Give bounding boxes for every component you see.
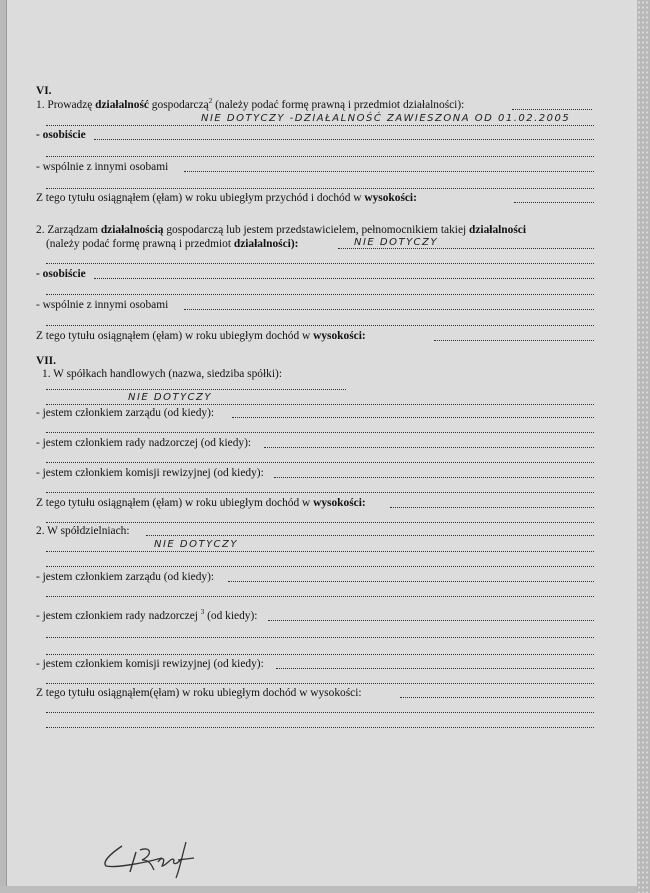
vii-item2-supervisory-field-line[interactable]	[46, 637, 594, 638]
vii-item2-supervisory-field[interactable]	[268, 620, 594, 621]
vii-item2-handwritten: NIE DOTYCZY	[154, 539, 238, 550]
vi-item1-handwritten: NIE DOTYCZY -DZIAŁALNOŚĆ ZAWIESZONA OD 01.02.2005	[201, 113, 571, 124]
vi-item2-joint-label: - wspólnie z innymi osobami	[36, 299, 169, 311]
vii-item2-board-field[interactable]	[228, 581, 594, 582]
vii-item2-income-field-line-2[interactable]	[46, 727, 594, 728]
vi-item2-income: Z tego tytułu osiągnąłem (ęłam) w roku ubiegłym dochód w wysokości:	[36, 330, 366, 342]
vii-item1-board-field-line[interactable]	[46, 432, 594, 433]
vii-item1-supervisory-label: - jestem członkiem rady nadzorczej (od kiedy):	[36, 437, 252, 449]
vi-item1-income: Z tego tytułu osiągnąłem (ęłam) w roku ubiegłym przychód i dochód w wysokości:	[36, 192, 417, 204]
vii-item2-title: 2. W spółdzielniach:	[36, 525, 130, 537]
vi-item2-title: 2. Zarządzam działalnością gospodarczą lub jestem przedstawicielem, pełnomocnikiem takiej działalności	[36, 224, 526, 236]
signature-image	[100, 836, 210, 881]
vi-item1-joint-label: - wspólnie z innymi osobami	[36, 161, 169, 173]
vi-item2-personal-field-line[interactable]	[46, 294, 594, 295]
section-vi-heading: VI.	[36, 85, 52, 97]
vii-item1-income-field-line[interactable]	[46, 522, 594, 523]
vi-item1-joint-field-line[interactable]	[46, 188, 594, 189]
vii-item2-audit-field-line[interactable]	[46, 683, 594, 684]
vi-item2-handwritten: NIE DOTYCZY	[354, 237, 438, 248]
vii-item1-supervisory-field[interactable]	[264, 447, 594, 448]
vi-item1-title: 1. Prowadzę działalność gospodarczą$^2$ (należy podać formę prawną i przedmiot działalności):	[36, 97, 465, 111]
scan-right-edge	[637, 0, 650, 893]
scan-left-edge	[0, 0, 7, 893]
vi-item2-field-line[interactable]	[46, 263, 594, 264]
vii-item1-income: Z tego tytułu osiągnąłem (ęłam) w roku ubiegłym dochód w wysokości:	[36, 497, 366, 509]
vi-item2-subtitle: (należy podać formę prawną i przedmiot działalności):	[46, 238, 299, 250]
vii-item2-income-field-line[interactable]	[46, 712, 594, 713]
vi-item2-joint-field[interactable]	[184, 309, 594, 310]
vi-item1-personal-label: - osobiście	[36, 129, 86, 141]
scan-bottom-edge	[0, 886, 637, 893]
vii-item2-field-line-2[interactable]	[46, 566, 594, 567]
vi-item2-joint-field-line[interactable]	[46, 325, 594, 326]
vii-item2-audit-label: - jestem członkiem komisji rewizyjnej (od kiedy):	[36, 658, 264, 670]
vii-item2-field[interactable]	[146, 535, 594, 536]
vii-item1-audit-label: - jestem członkiem komisji rewizyjnej (od kiedy):	[36, 467, 264, 479]
vi-item2-personal-field[interactable]	[94, 278, 594, 279]
vi-item1-income-field[interactable]	[514, 202, 594, 203]
vii-item2-supervisory-field-line-2[interactable]	[46, 654, 594, 655]
vi-item2-personal-label: - osobiście	[36, 268, 86, 280]
vii-item1-field[interactable]	[46, 389, 346, 390]
vi-item2-income-field[interactable]	[434, 340, 594, 341]
vii-item2-board-label: - jestem członkiem zarządu (od kiedy):	[36, 571, 215, 583]
vii-item2-field-line[interactable]	[46, 551, 594, 552]
vii-item2-income: Z tego tytułu osiągnąłem(ęłam) w roku ubiegłym dochód w wysokości:	[36, 687, 362, 699]
vii-item2-supervisory-label: - jestem członkiem rady nadzorczej $^3$ (od kiedy):	[36, 608, 258, 622]
vi-item1-personal-field-line[interactable]	[46, 156, 594, 157]
vii-item1-board-label: - jestem członkiem zarządu (od kiedy):	[36, 407, 215, 419]
vi-item1-joint-field[interactable]	[184, 171, 594, 172]
vii-item1-handwritten: NIE DOTYCZY	[128, 392, 212, 403]
vii-item1-board-field[interactable]	[232, 417, 594, 418]
vii-item2-audit-field[interactable]	[276, 668, 594, 669]
vii-item1-audit-field-line[interactable]	[46, 492, 594, 493]
vii-item1-title: 1. W spółkach handlowych (nazwa, siedziba spółki):	[42, 368, 282, 380]
vii-item1-audit-field[interactable]	[274, 477, 594, 478]
section-vii-heading: VII.	[36, 355, 56, 367]
vii-item2-board-field-line[interactable]	[46, 596, 594, 597]
vii-item2-income-field[interactable]	[400, 697, 594, 698]
vii-item1-supervisory-field-line[interactable]	[46, 462, 594, 463]
vi-item1-personal-field[interactable]	[94, 139, 594, 140]
vi-item1-field[interactable]	[512, 109, 592, 110]
vii-item1-income-field[interactable]	[390, 507, 594, 508]
